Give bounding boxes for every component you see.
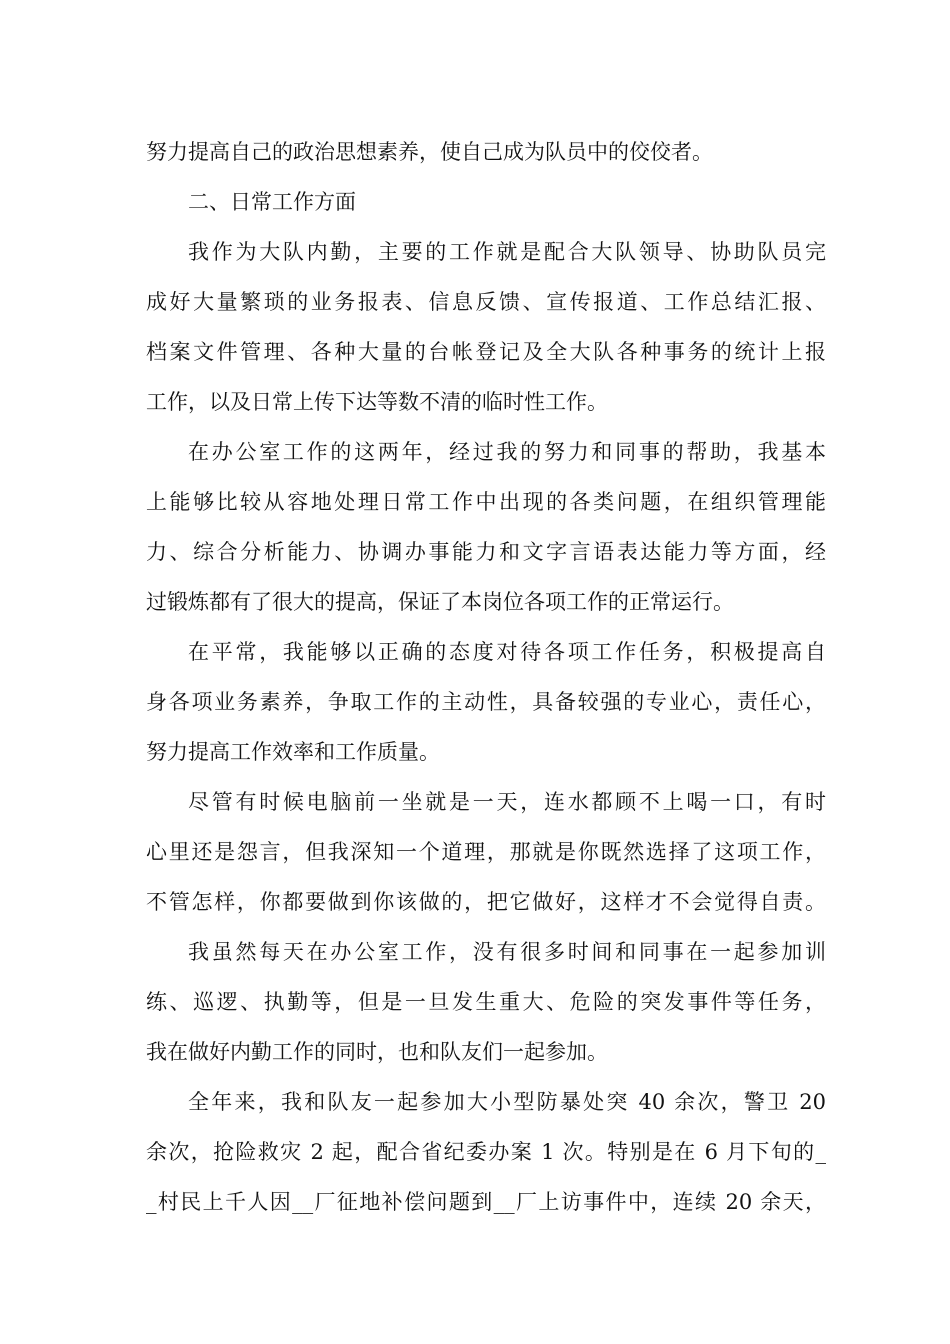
text-line: 全年来，我和队友一起参加大小型防暴处突 40 余次，警卫 20 [188, 1090, 826, 1114]
text-line: 工作，以及日常上传下达等数不清的临时性工作。 [146, 390, 608, 414]
text-line: 身各项业务素养，争取工作的主动性，具备较强的专业心，责任心， [146, 690, 826, 714]
section-heading: 二、日常工作方面 [188, 190, 356, 214]
text-line: 上能够比较从容地处理日常工作中出现的各类问题，在组织管理能 [146, 490, 826, 514]
document-body [146, 127, 826, 1227]
text-line: 在平常，我能够以正确的态度对待各项工作任务，积极提高自 [188, 640, 826, 664]
text-line: 练、巡逻、执勤等，但是一旦发生重大、危险的突发事件等任务， [146, 990, 826, 1014]
text-line: 心里还是怨言，但我深知一个道理，那就是你既然选择了这项工作， [146, 840, 826, 864]
text-line: 尽管有时候电脑前一坐就是一天，连水都顾不上喝一口，有时 [188, 790, 826, 814]
text-line: 我作为大队内勤，主要的工作就是配合大队领导、协助队员完 [188, 240, 826, 264]
text-line: 过锻炼都有了很大的提高，保证了本岗位各项工作的正常运行。 [146, 590, 734, 614]
text-line: 余次，抢险救灾 2 起，配合省纪委办案 1 次。特别是在 6 月下旬的_ [146, 1140, 826, 1164]
text-line: 我虽然每天在办公室工作，没有很多时间和同事在一起参加训 [188, 940, 826, 964]
text-line: 努力提高工作效率和工作质量。 [146, 740, 440, 764]
text-line: _村民上千人因__厂征地补偿问题到__厂上访事件中，连续 20 余天， [146, 1190, 826, 1214]
text-line: 不管怎样，你都要做到你该做的，把它做好，这样才不会觉得自责。 [146, 890, 826, 914]
text-line: 成好大量繁琐的业务报表、信息反馈、宣传报道、工作总结汇报、 [146, 290, 826, 314]
text-line: 我在做好内勤工作的同时，也和队友们一起参加。 [146, 1040, 608, 1064]
text-line: 力、综合分析能力、协调办事能力和文字言语表达能力等方面，经 [146, 540, 826, 564]
text-line: 在办公室工作的这两年，经过我的努力和同事的帮助，我基本 [188, 440, 826, 464]
text-line: 档案文件管理、各种大量的台帐登记及全大队各种事务的统计上报 [146, 340, 826, 364]
text-line: 努力提高自己的政治思想素养，使自己成为队员中的佼佼者。 [146, 140, 713, 164]
